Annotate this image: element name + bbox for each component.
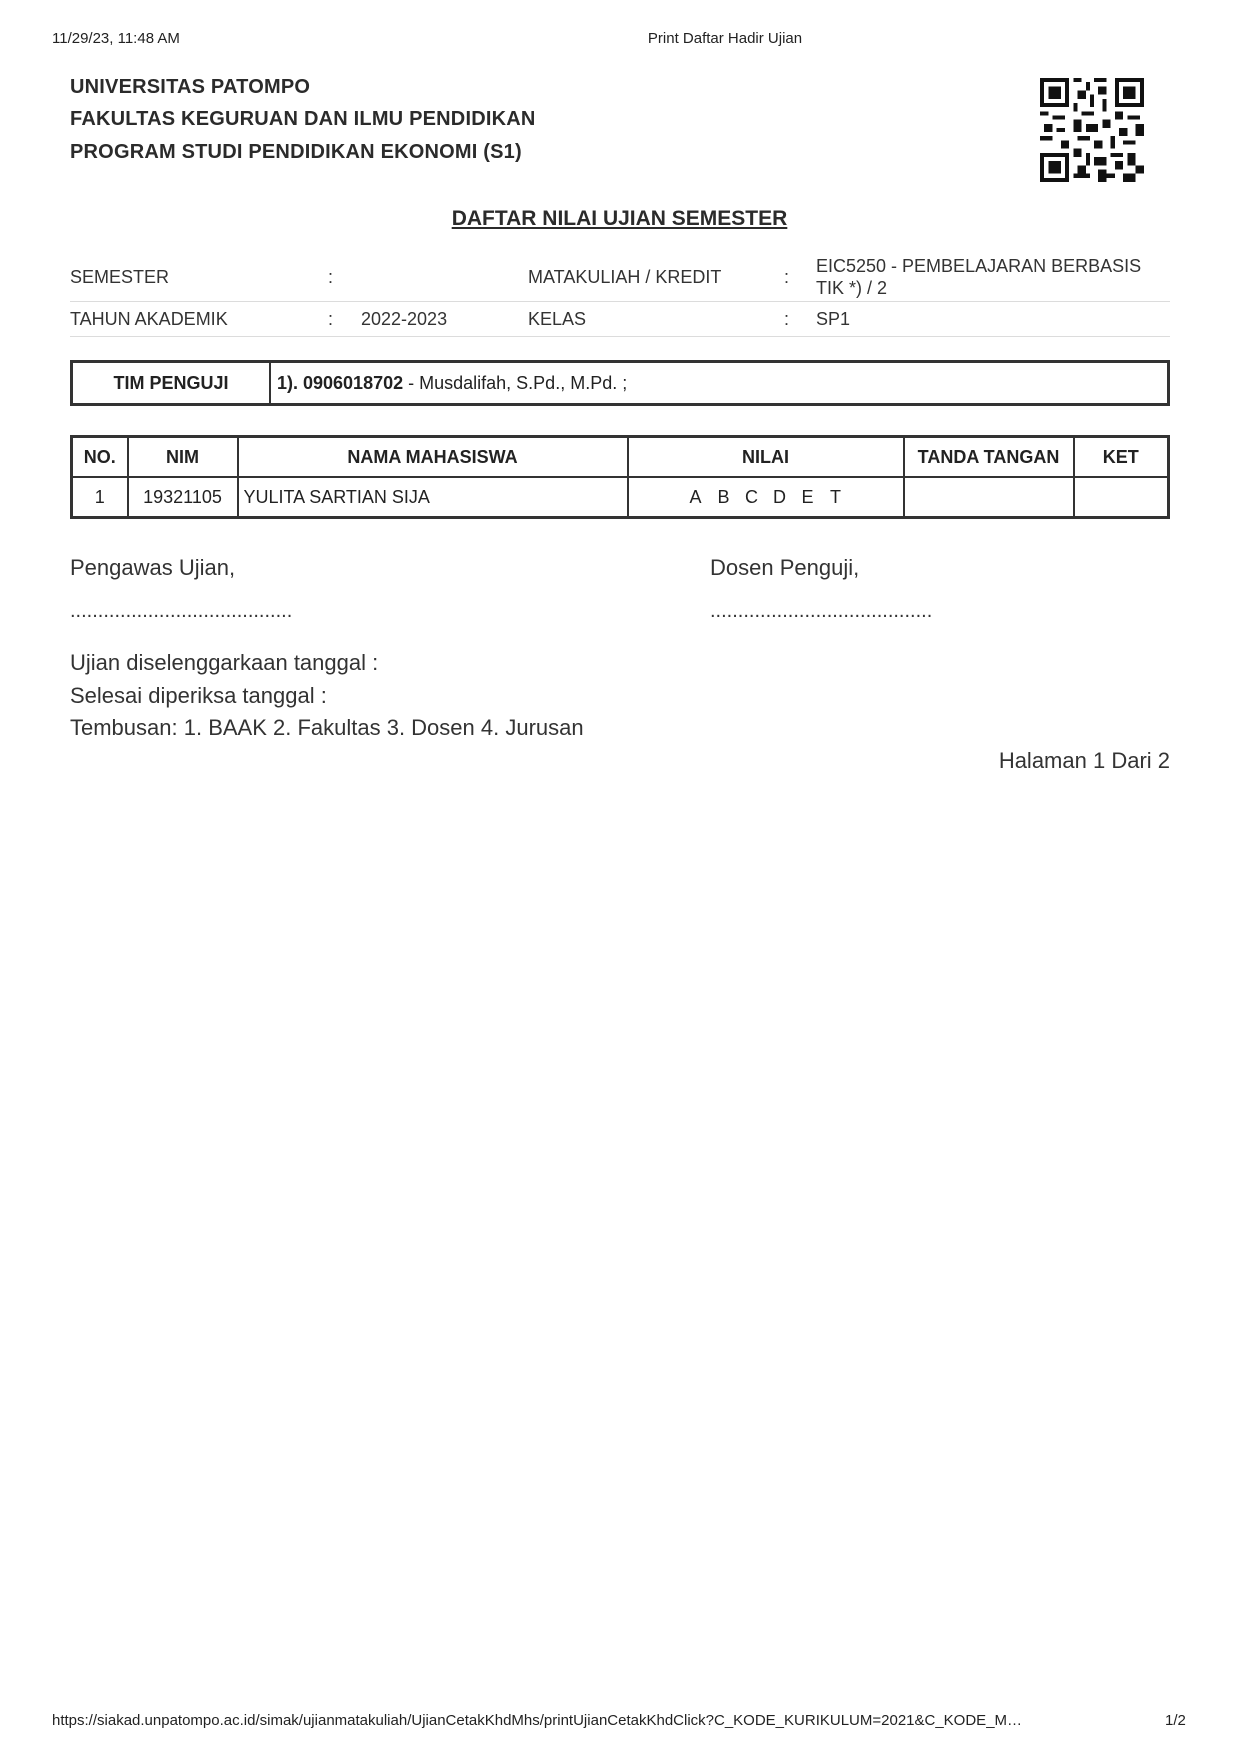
colon: :	[784, 302, 816, 337]
colon: :	[328, 253, 358, 302]
class-value: SP1	[816, 302, 1170, 337]
header-note: KET	[1074, 437, 1169, 478]
copies-list: Tembusan: 1. BAAK 2. Fakultas 3. Dosen 4. Jurusan	[70, 715, 584, 740]
row-no: 1	[72, 477, 128, 518]
grade-option-b: B	[717, 486, 730, 507]
grade-option-c: C	[745, 486, 758, 507]
supervisor-label: Pengawas Ujian,	[70, 555, 236, 580]
row-signature	[904, 477, 1074, 518]
header-grade: NILAI	[628, 437, 904, 478]
qr-code-icon	[1040, 78, 1144, 182]
class-label: KELAS	[528, 302, 784, 337]
exam-info-table	[70, 253, 1170, 337]
header-nim: NIM	[128, 437, 238, 478]
supervisor-signature-line: ........................................	[70, 600, 293, 622]
examiner-name: - Musdalifah, S.Pd., M.Pd. ;	[403, 372, 628, 393]
print-page-number: 1/2	[1165, 1712, 1186, 1729]
colon: :	[784, 253, 816, 302]
examiner-code: 1). 0906018702	[277, 372, 404, 393]
semester-value	[358, 253, 528, 302]
header-signature: TANDA TANGAN	[904, 437, 1074, 478]
print-page-title: Print Daftar Hadir Ujian	[647, 30, 803, 47]
year-value: 2022-2023	[358, 302, 528, 337]
row-grade-options	[628, 477, 904, 518]
page-url: https://siakad.unpatompo.ac.id/simak/ujianmatakuliah/UjianCetakKhdMhs/printUjianCetakKhdClick?C_KODE_KURIKULUM=2021&C_KODE_M…	[52, 1712, 1023, 1729]
examiner-signature-line: ........................................	[710, 600, 933, 622]
faculty-name: FAKULTAS KEGURUAN DAN ILMU PENDIDIKAN	[70, 108, 536, 130]
program-name: PROGRAM STUDI PENDIDIKAN EKONOMI (S1)	[70, 141, 522, 163]
grade-option-e: E	[801, 486, 814, 507]
row-note	[1074, 477, 1169, 518]
grades-table-header	[72, 437, 1169, 478]
course-label: MATAKULIAH / KREDIT	[528, 253, 784, 302]
document-title: DAFTAR NILAI UJIAN SEMESTER	[451, 207, 788, 230]
header-name: NAMA MAHASISWA	[238, 437, 628, 478]
row-nim: 19321105	[128, 477, 238, 518]
row-student-name: YULITA SARTIAN SIJA	[238, 477, 628, 518]
colon: :	[328, 302, 358, 337]
grades-table	[70, 435, 1170, 519]
grade-option-d: D	[773, 486, 786, 507]
examiner-signature-label: Dosen Penguji,	[710, 555, 860, 580]
year-label: TAHUN AKADEMIK	[70, 302, 328, 337]
page-indicator: Halaman 1 Dari 2	[998, 748, 1170, 773]
header-no: NO.	[72, 437, 128, 478]
examiner-label: TIM PENGUJI	[72, 362, 271, 405]
print-datetime: 11/29/23, 11:48 AM	[52, 30, 180, 47]
exam-checked-date: Selesai diperiksa tanggal :	[70, 683, 327, 708]
semester-label: SEMESTER	[70, 253, 328, 302]
examiner-entry	[270, 362, 1169, 405]
grade-option-a: A	[689, 486, 702, 507]
grade-option-t: T	[830, 486, 841, 507]
exam-held-date: Ujian diselenggarkaan tanggal :	[70, 650, 379, 675]
course-value: EIC5250 - PEMBELAJARAN BERBASIS TIK *) / 2	[816, 253, 1170, 302]
examiner-table	[70, 360, 1170, 406]
university-name: UNIVERSITAS PATOMPO	[70, 76, 311, 98]
table-row	[72, 477, 1169, 518]
